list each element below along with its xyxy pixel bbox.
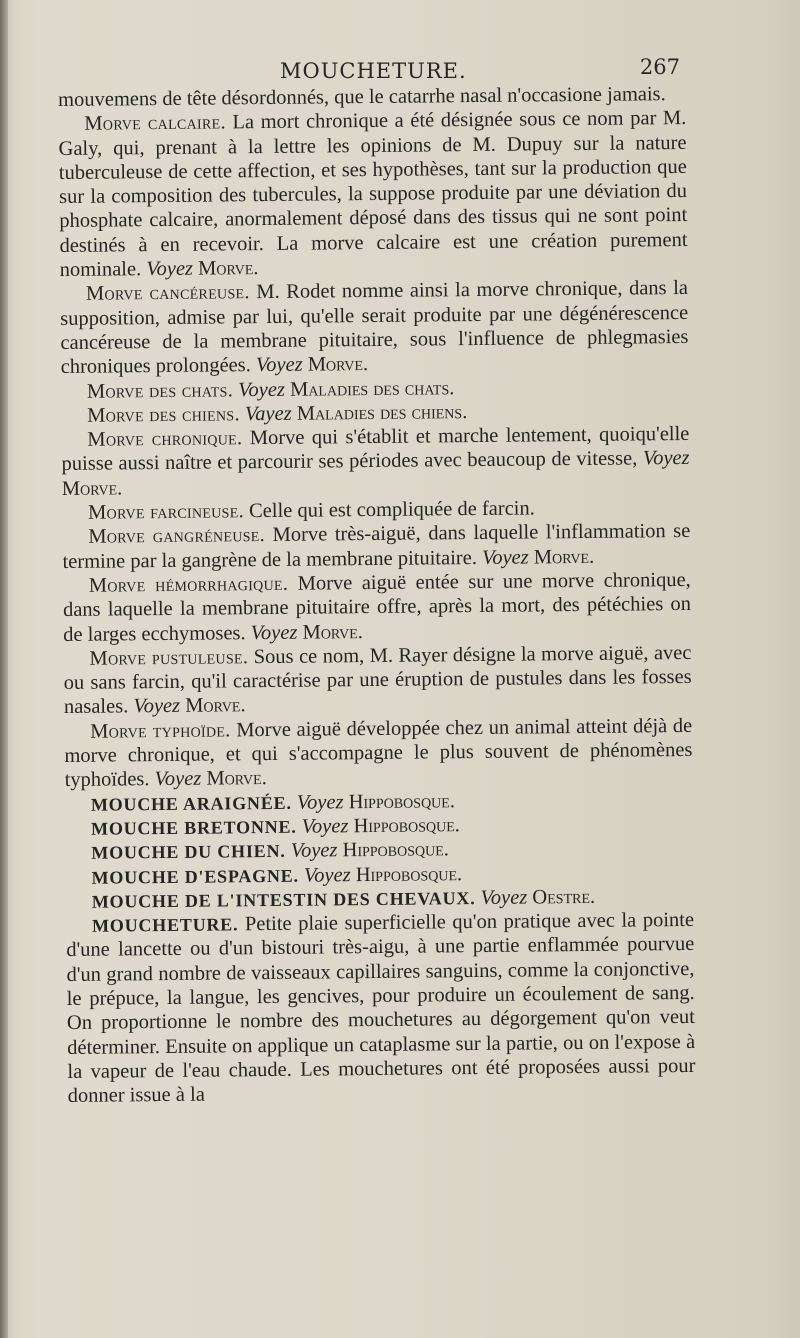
see-reference-target: Hippobosque. — [355, 862, 463, 886]
see-reference-label: Vayez — [244, 402, 292, 426]
entry-text: Petite plaie superficielle qu'on pratique avec la pointe d'une lancette ou d'un bistouri très-aigu, à une partie enflammée pourvue d'un grand nombre de vaisseaux capillaires sanguins, comme la conjonctive, le prépuce, la langue, les gencives, pour produire un écoulement de sang. On proportionne le nombre des mouchetures au dégorgement qu'on veut déterminer. Ensuite on applique un cataplasme sur la partie, ou on l'expose à la vapeur de l'eau chaude. Les mouchetures ont été proposées aussi pour donner issue à la — [66, 909, 696, 1108]
see-reference-label: Voyez — [301, 815, 349, 838]
entry-text: M. Rodet nomme ainsi la morve chronique, dans la supposition, admise par lui, qu'elle serait produite par une dégénérescence cancéreuse de la membrane pituitaire, sous l'influence de phlegmasies chroniques prolongées. — [60, 277, 689, 379]
see-reference-target: Morve. — [61, 477, 123, 500]
entry-headword: MOUCHE ARAIGNÉE. — [90, 792, 292, 815]
dictionary-entry — [66, 908, 696, 1108]
page-gutter-shadow — [0, 0, 8, 1338]
see-reference-target: Hippobosque. — [353, 814, 460, 838]
see-reference-label: Voyez — [303, 863, 351, 887]
page-number: 267 — [639, 55, 680, 79]
dictionary-entry — [58, 106, 688, 282]
dictionary-entry — [63, 641, 692, 720]
see-reference-target: Hippobosque. — [342, 838, 449, 862]
dictionary-entry — [60, 276, 689, 379]
see-reference-label: Voyez — [480, 886, 528, 909]
entry-text: mouvemens de tête désordonnés, que le catarrhe nasal n'occasione jamais. — [58, 83, 666, 111]
entry-headword: MOUCHE D'ESPAGNE. — [91, 865, 299, 888]
entry-headword: MOUCHE DU CHIEN. — [91, 841, 286, 863]
see-reference-label: Voyez — [481, 546, 529, 569]
entry-headword: Morve gangréneuse. — [88, 524, 266, 549]
entry-text: Morve très-aiguë, dans laquelle l'inflammation se termine par la gangrène de la membrane pituitaire. — [62, 520, 691, 573]
running-title: MOUCHETURE. — [280, 59, 467, 83]
entry-text: Morve qui s'établit et marche lentement, quoiqu'elle puisse aussi naître et parcourir ses périodes avec beaucoup de vitesse, — [61, 423, 690, 476]
entry-headword: MOUCHETURE. — [91, 914, 239, 936]
see-reference-target: Morve. — [307, 353, 369, 376]
see-reference-target: Morve. — [197, 257, 259, 280]
dictionary-entry — [63, 568, 692, 647]
see-reference-target: Morve. — [533, 545, 595, 569]
see-reference-target: Morve. — [185, 694, 246, 718]
entry-headword: Morve calcaire. — [84, 111, 226, 136]
see-reference-target: Oestre. — [532, 885, 596, 909]
entry-headword: Morve des chiens. — [87, 403, 240, 427]
see-reference-target: Maladies des chats. — [289, 376, 455, 401]
see-reference-target: Maladies des chiens. — [296, 400, 468, 425]
entry-headword: MOUCHE DE L'INTESTIN DES CHEVAUX. — [91, 887, 476, 912]
body-text — [58, 82, 696, 1108]
see-reference-target: Morve. — [206, 767, 267, 790]
dictionary-entry — [62, 519, 690, 574]
entry-headword: Morve cancéreuse. — [85, 281, 250, 306]
see-reference-label: Voyez — [133, 695, 181, 718]
see-reference-label: Voyez — [296, 790, 344, 814]
entry-text: Sous ce nom, M. Rayer désigne la morve aiguë, avec ou sans farcin, qu'il caractérise par une éruption de pustules dans les fosses nasales. — [63, 641, 692, 719]
entry-headword: Morve farcineuse. — [87, 500, 245, 524]
see-reference-label: Voyez — [255, 353, 303, 377]
dictionary-entry — [64, 714, 693, 793]
entry-headword: MOUCHE BRETONNE. — [91, 816, 297, 839]
see-reference-label: Voyez — [290, 839, 338, 863]
entry-text: La mort chronique a été désignée sous ce nom par M. Galy, qui, prenant à la lettre les opinions de M. Dupuy sur la nature tuberculeuse de cette affection, et ses hypothèses, tant sur la production que sur la composition des tubercules, la suppose produite par une déviation du phosphate calcaire, anormalement déposé dans des tissus qui ne sont point destinés à en recevoir. La morve calcaire est une création purement nominale. — [58, 107, 688, 282]
see-reference-label: Voyez — [238, 378, 286, 401]
see-reference-label: Voyez — [154, 767, 202, 791]
entry-headword: Morve hémorrhagique. — [88, 572, 289, 597]
entry-headword: Morve typhoïde. — [90, 719, 231, 743]
see-reference-label: Voyez — [146, 257, 194, 281]
entry-headword: Morve des chats. — [86, 378, 234, 403]
see-reference-label: Voyez — [642, 447, 690, 470]
entry-headword: Morve chronique. — [87, 427, 243, 451]
entry-text: Morve aiguë développée chez un animal atteint déjà de morve chronique, et qui s'accompagne le plus souvent de phénomènes typhoïdes. — [64, 714, 693, 792]
see-reference-target: Morve. — [302, 620, 363, 644]
entry-text: Celle qui est compliquée de farcin. — [243, 497, 535, 523]
see-reference-label: Voyez — [250, 621, 298, 644]
entry-headword: Morve pustuleuse. — [89, 646, 249, 670]
see-reference-target: Hippobosque. — [348, 789, 456, 813]
entry-text: Morve aiguë entée sur une morve chronique, dans laquelle la membrane pituitaire offre, après la mort, des pétéchies on de larges ecchymoses. — [62, 568, 692, 646]
dictionary-entry — [61, 422, 690, 501]
